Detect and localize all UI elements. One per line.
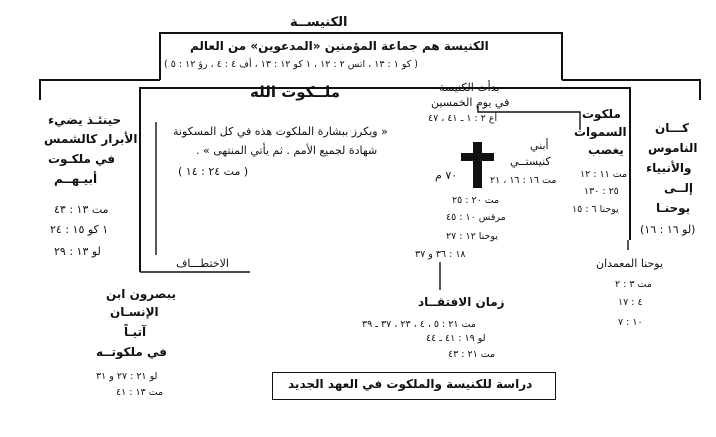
law-ref: (لو ١٦ : ١٦) [640, 223, 696, 236]
heavens-line2: السموات [574, 125, 627, 139]
build-church-line2: كنيستــي [510, 155, 551, 168]
law-line4: إلــى [664, 181, 693, 195]
visitation-ref-1: مت ٢١ : ٥ ، ٤ ، ٢٣ ، ٣٧ ـ ٣٩ [362, 319, 476, 330]
church-start-line1: بدأت الكنيسة [439, 81, 500, 94]
john-baptist-title: يوحنا المعمدان [596, 257, 664, 270]
righteous-line3: في ملكـوت [48, 152, 116, 166]
heavens-ref-1: مت ١١ : ١٢ [580, 169, 628, 180]
build-church-line1: أبني [530, 139, 549, 152]
righteous-line2: الأبرار كالشمس [44, 132, 138, 146]
church-start-line2: في يوم الخمسين [431, 96, 510, 109]
law-line3: والأنبياء [646, 161, 692, 175]
center-ref-2: مرقس ١٠ : ٤٥ [446, 212, 506, 223]
preaching-line2: شهادة لجميع الأمم . ثم يأتي المنتهى » . [196, 144, 378, 157]
righteous-ref-3: لو ١٣ : ٢٩ [54, 245, 101, 258]
kingdom-of-god-title: ملــكوت الله [250, 83, 341, 101]
son-of-man-line3: آتيـاً [124, 325, 147, 339]
preaching-ref: ( مت ٢٤ : ١٤ ) [178, 165, 249, 178]
son-of-man-line4: في ملكوتــه [96, 345, 167, 359]
son-of-man-line2: الإنسـان [110, 305, 159, 319]
kingdom-bracket [140, 88, 630, 240]
son-of-man-ref-1: لو ٢١ : ٢٧ و ٣١ [96, 371, 158, 382]
year-70: ٧٠ م [435, 169, 458, 182]
john-ref-1: مت ٣ : ٢ [615, 279, 652, 290]
visitation-ref-3: مت ٢١ : ٤٣ [448, 349, 496, 360]
church-definition: الكنيسة هم جماعة المؤمنين «المدعوين» من العالم [190, 39, 489, 53]
church-start-ref: أع ٢ : ١ ـ ٤١ ، ٤٧ [428, 113, 498, 124]
visitation-title: زمان الافتقــاد [418, 295, 505, 309]
heavens-line1: ملكوت [582, 107, 621, 121]
heavens-ref-3: يوحنا ٦ : ١٥ [572, 204, 619, 215]
law-line2: الناموس [648, 141, 698, 155]
heavens-ref-2: ٢٥ : ١٣٠ [584, 186, 619, 197]
john-ref-2: ٤ : ١٧ [618, 297, 643, 308]
visitation-ref-2: لو ١٩ : ٤١ ـ ٤٤ [426, 333, 486, 344]
righteous-line4: أبيـهــم [54, 172, 98, 186]
build-church-ref: مت ١٦ : ١٦ ، ٢١ [490, 175, 557, 186]
righteous-line1: حينئـذ يضيء [48, 113, 122, 127]
preaching-line1: « ويكرز ببشارة الملكوت هذه في كل المسكونة [173, 125, 388, 138]
church-definition-refs: ( كو ١ : ١٣ ، اتس ٢ : ١٢ ، ١ كو ١٢ : ١٣ ، أف ٤ : ٤ ، رؤ ١٢ : ٥ ) [164, 59, 418, 70]
church-title: الكنيســة [290, 15, 348, 30]
son-of-man-line1: يبصرون ابن [106, 287, 176, 301]
son-of-man-ref-2: مت ١٣ : ٤١ [116, 387, 164, 398]
law-line1: كـــان [655, 121, 690, 135]
left-branch-line [40, 80, 160, 100]
cross-icon-bar [461, 153, 494, 161]
cross-icon [473, 142, 482, 188]
heavens-line3: يغصب [588, 143, 624, 157]
center-ref-4: ١٨ : ٣٦ و ٣٧ [415, 249, 466, 260]
rapture-label: الاختطـــاف [176, 257, 229, 270]
righteous-ref-1: مت ١٣ : ٤٣ [54, 203, 109, 216]
center-ref-1: مت ٢٠ : ٢٥ [452, 195, 500, 206]
law-line5: يوحنـا [656, 201, 691, 215]
footer-caption: دراسة للكنيسة والملكوت في العهد الجديد [288, 377, 533, 391]
center-ref-3: يوحنا ١٢ : ٢٧ [446, 231, 498, 242]
john-ref-3: ١٠ : ٧ [618, 317, 643, 328]
righteous-ref-2: ١ كو ١٥ : ٢٤ [50, 223, 109, 236]
